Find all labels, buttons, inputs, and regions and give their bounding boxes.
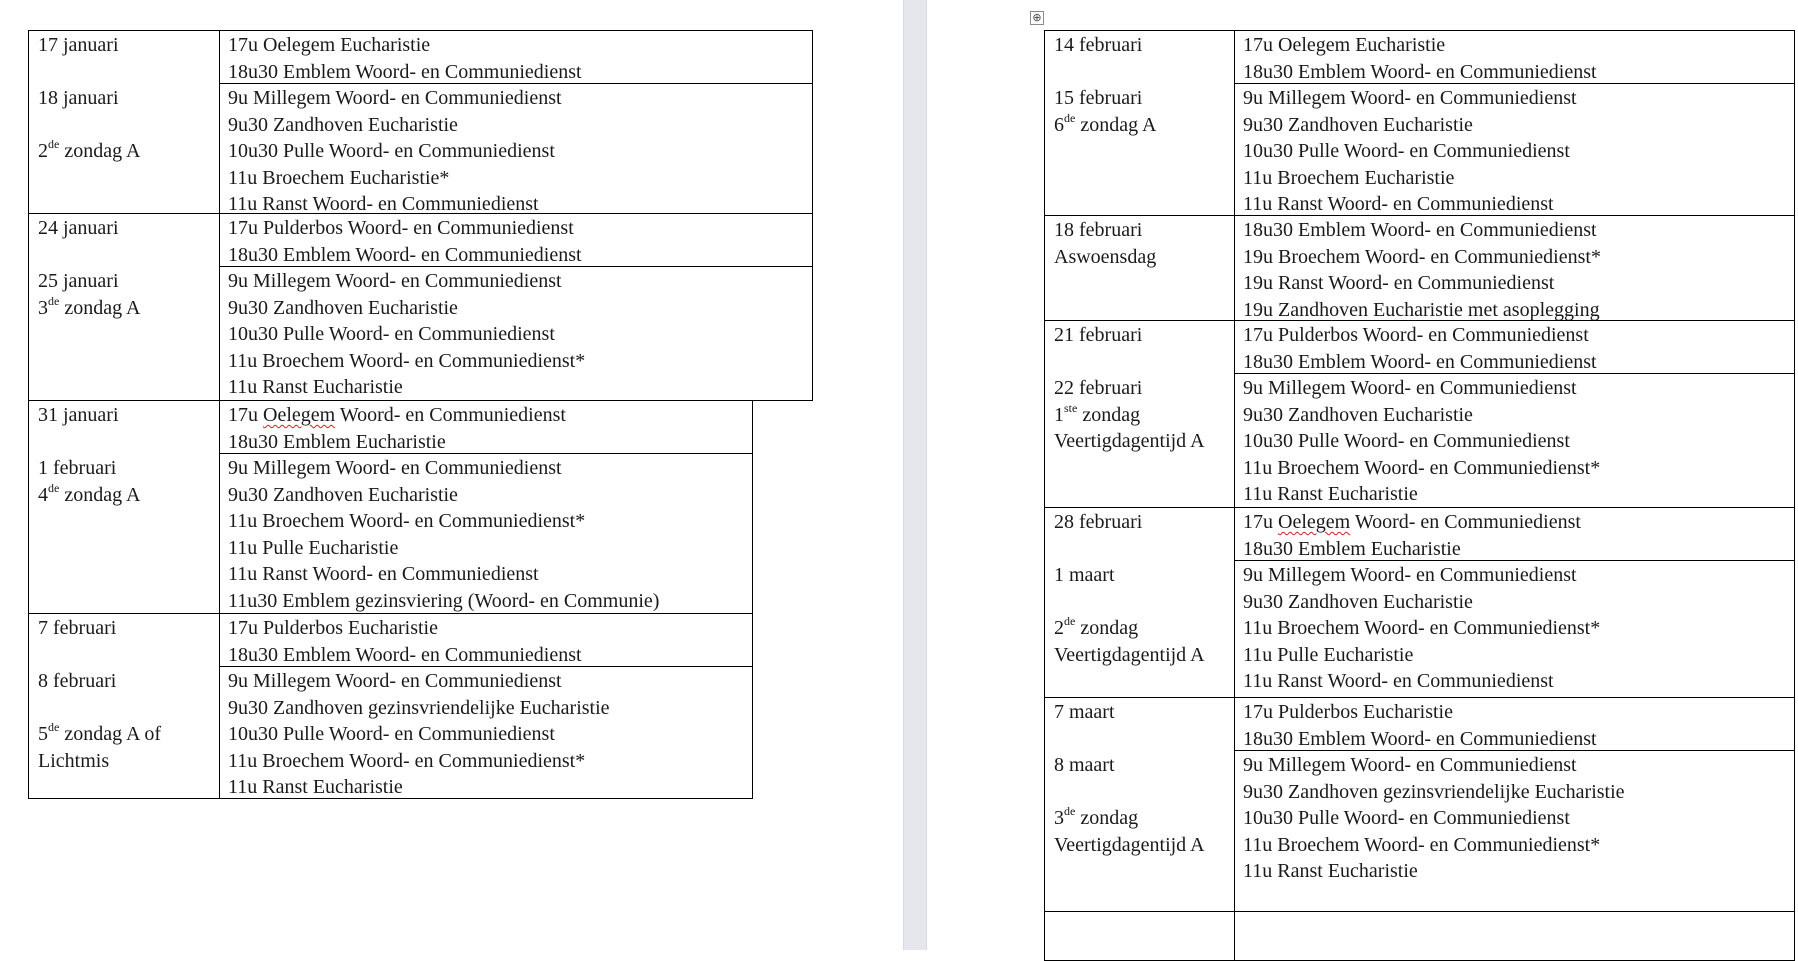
service-entry: 9u Millegem Woord- en Communiedienst: [1243, 377, 1577, 399]
service-entry: 9u30 Zandhoven Eucharistie: [228, 296, 458, 319]
date-label: Lichtmis: [38, 749, 110, 772]
date-label: 5de zondag A of: [38, 720, 161, 745]
date-label: Veertigdagentijd A: [1054, 643, 1205, 666]
service-entry: 9u Millegem Woord- en Communiedienst: [228, 670, 562, 692]
service-entry: 11u Ranst Eucharistie: [1243, 860, 1418, 882]
date-label: 22 februari: [1054, 377, 1143, 399]
date-label: 3de zondag A: [38, 293, 141, 319]
service-entry: 11u Broechem Woord- en Communiedienst*: [228, 510, 586, 532]
service-entry: 9u Millegem Woord- en Communiedienst: [1243, 87, 1577, 109]
spellcheck-underline[interactable]: Oelegem: [1278, 511, 1351, 533]
service-entry: 17u Oelegem Woord- en Communiedienst: [1243, 511, 1581, 533]
service-entry: 19u Broechem Woord- en Communiedienst*: [1243, 245, 1601, 268]
service-entry: 11u Ranst Eucharistie: [1243, 483, 1418, 505]
date-label: 3de zondag: [1054, 804, 1139, 829]
service-entry: 11u Broechem Eucharistie: [1243, 166, 1455, 189]
date-label: 14 februari: [1054, 34, 1143, 56]
service-entry: 9u30 Zandhoven Eucharistie: [1243, 113, 1473, 136]
service-entry: 9u Millegem Woord- en Communiedienst: [228, 457, 562, 479]
schedule-row: [1044, 320, 1795, 508]
schedule-row: [28, 400, 753, 614]
date-label: 1ste zondag: [1054, 400, 1141, 426]
date-label: 8 februari: [38, 670, 117, 692]
column-divider: [219, 401, 220, 613]
date-label: 15 februari: [1054, 87, 1143, 109]
service-entry: 17u Oelegem Eucharistie: [1243, 34, 1446, 56]
date-label: 4de zondag A: [38, 480, 141, 506]
service-entry: 17u Pulderbos Woord- en Communiedienst: [228, 217, 574, 239]
service-entry: 11u Pulle Eucharistie: [228, 536, 399, 559]
date-label: 6de zondag A: [1054, 110, 1157, 136]
date-label: 31 januari: [38, 404, 119, 426]
schedule-row: [1044, 697, 1795, 912]
date-label: 7 februari: [38, 617, 117, 639]
service-entry: 11u Ranst Woord- en Communiedienst: [228, 563, 539, 585]
service-entry: 11u Broechem Woord- en Communiedienst*: [1243, 617, 1601, 639]
service-entry: 9u30 Zandhoven gezinsvriendelijke Eucharistie: [1243, 780, 1625, 803]
spellcheck-underline[interactable]: Oelegem: [263, 404, 336, 426]
column-divider: [219, 214, 220, 400]
service-entry: 11u Ranst Eucharistie: [228, 776, 403, 798]
schedule-row: [28, 213, 813, 401]
service-entry: 17u Oelegem Woord- en Communiedienst: [228, 404, 566, 426]
date-label: 2de zondag: [1054, 614, 1139, 639]
service-entry: 9u30 Zandhoven Eucharistie: [228, 483, 458, 506]
service-entry: 11u Broechem Eucharistie*: [228, 166, 450, 189]
date-label: 18 januari: [38, 87, 119, 109]
date-label: 2de zondag A: [38, 137, 141, 162]
date-label: Aswoensdag: [1054, 245, 1157, 268]
service-entry: 9u Millegem Woord- en Communiedienst: [1243, 564, 1577, 586]
service-entry: 17u Pulderbos Woord- en Communiedienst: [1243, 324, 1589, 346]
service-entry: 18u30 Emblem Woord- en Communiedienst: [228, 60, 582, 83]
schedule-row: [1044, 911, 1795, 961]
date-label: 21 februari: [1054, 324, 1143, 346]
service-entry: 10u30 Pulle Woord- en Communiedienst: [228, 140, 555, 162]
service-entry: 17u Pulderbos Eucharistie: [228, 617, 438, 639]
service-entry: 17u Oelegem Eucharistie: [228, 34, 431, 56]
service-entry: 18u30 Emblem Woord- en Communiedienst: [1243, 350, 1597, 373]
service-entry: 11u Broechem Woord- en Communiedienst*: [228, 349, 586, 372]
service-entry: 18u30 Emblem Woord- en Communiedienst: [1243, 727, 1597, 750]
service-entry: 11u30 Emblem gezinsviering (Woord- en Communie): [228, 589, 660, 612]
column-divider: [1234, 31, 1235, 215]
schedule-row: [28, 30, 813, 214]
date-label: 1 februari: [38, 457, 117, 479]
service-entry: 9u30 Zandhoven Eucharistie: [1243, 403, 1473, 426]
date-label: 8 maart: [1054, 754, 1115, 776]
column-divider: [1234, 216, 1235, 320]
column-divider: [1234, 508, 1235, 697]
schedule-row: [28, 613, 753, 799]
service-entry: 11u Broechem Woord- en Communiedienst*: [1243, 833, 1601, 856]
service-entry: 11u Ranst Eucharistie: [228, 376, 403, 398]
service-entry: 19u Ranst Woord- en Communiedienst: [1243, 272, 1555, 294]
service-entry: 17u Pulderbos Eucharistie: [1243, 701, 1453, 723]
service-entry: 18u30 Emblem Woord- en Communiedienst: [1243, 60, 1597, 83]
schedule-row: [1044, 215, 1795, 321]
date-label: 7 maart: [1054, 701, 1115, 723]
date-label: 24 januari: [38, 217, 119, 239]
column-divider: [1234, 698, 1235, 911]
service-entry: 18u30 Emblem Woord- en Communiedienst: [228, 243, 582, 266]
service-entry: 9u30 Zandhoven Eucharistie: [228, 113, 458, 136]
service-entry: 9u30 Zandhoven gezinsvriendelijke Eucharistie: [228, 696, 610, 719]
schedule-row: [1044, 507, 1795, 698]
column-divider: [219, 31, 220, 213]
service-entry: 10u30 Pulle Woord- en Communiedienst: [1243, 807, 1570, 829]
service-entry: 9u Millegem Woord- en Communiedienst: [228, 87, 562, 109]
table-move-handle-icon[interactable]: ⊕: [1030, 11, 1044, 25]
date-label: 25 januari: [38, 270, 119, 292]
service-entry: 18u30 Emblem Eucharistie: [1243, 537, 1461, 560]
page-gutter: [903, 0, 927, 950]
date-label: 28 februari: [1054, 511, 1143, 533]
date-label: 1 maart: [1054, 564, 1115, 586]
service-entry: 10u30 Pulle Woord- en Communiedienst: [1243, 140, 1570, 162]
service-entry: 19u Zandhoven Eucharistie met asoplegging: [1243, 298, 1600, 321]
service-entry: 9u Millegem Woord- en Communiedienst: [1243, 754, 1577, 776]
service-entry: 11u Broechem Woord- en Communiedienst*: [1243, 456, 1601, 479]
service-entry: 10u30 Pulle Woord- en Communiedienst: [228, 723, 555, 745]
service-entry: 9u30 Zandhoven Eucharistie: [1243, 590, 1473, 613]
service-entry: 18u30 Emblem Woord- en Communiedienst: [228, 643, 582, 666]
service-entry: 9u Millegem Woord- en Communiedienst: [228, 270, 562, 292]
column-divider: [1234, 912, 1235, 960]
service-entry: 18u30 Emblem Eucharistie: [228, 430, 446, 453]
service-entry: 10u30 Pulle Woord- en Communiedienst: [1243, 430, 1570, 452]
document-page-left: [0, 0, 903, 950]
date-label: Veertigdagentijd A: [1054, 833, 1205, 856]
date-label: 18 februari: [1054, 219, 1143, 241]
column-divider: [1234, 321, 1235, 507]
service-entry: 11u Ranst Woord- en Communiedienst: [1243, 670, 1554, 692]
service-entry: 11u Broechem Woord- en Communiedienst*: [228, 749, 586, 772]
document-page-right: [927, 0, 1798, 950]
service-entry: 11u Ranst Woord- en Communiedienst: [228, 193, 539, 215]
date-label: Veertigdagentijd A: [1054, 430, 1205, 452]
date-label: 17 januari: [38, 34, 119, 56]
service-entry: 10u30 Pulle Woord- en Communiedienst: [228, 323, 555, 345]
schedule-row: [1044, 30, 1795, 216]
service-entry: 11u Pulle Eucharistie: [1243, 643, 1414, 666]
service-entry: 18u30 Emblem Woord- en Communiedienst: [1243, 219, 1597, 241]
service-entry: 11u Ranst Woord- en Communiedienst: [1243, 193, 1554, 215]
column-divider: [219, 614, 220, 798]
